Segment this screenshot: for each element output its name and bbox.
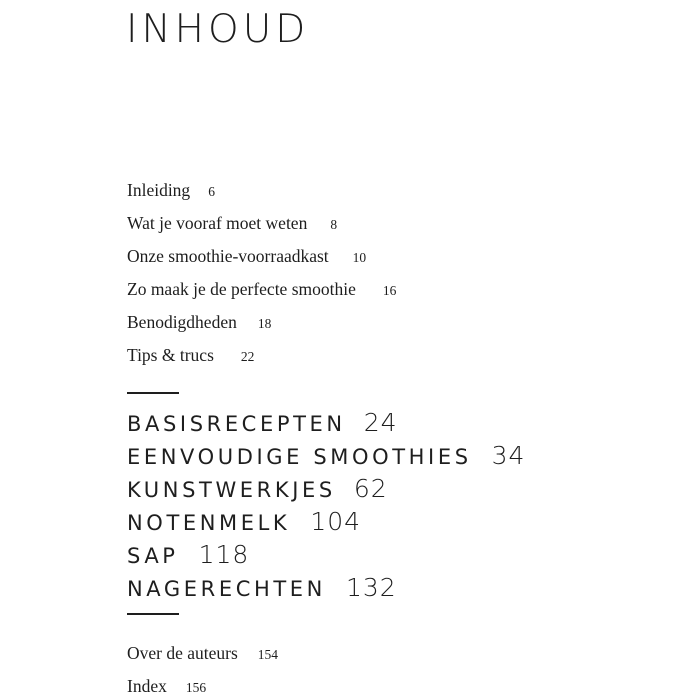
toc-entry-label: Wat je vooraf moet weten <box>127 213 308 233</box>
toc-chapter-page: 132 <box>345 573 397 602</box>
toc-entry-page: 18 <box>257 316 272 331</box>
toc-entry-page: 154 <box>257 647 279 662</box>
toc-chapter-label: BASISRECEPTEN <box>127 412 346 436</box>
toc-entry-label: Tips & trucs <box>127 345 214 365</box>
toc-entry-label: Index <box>127 676 167 696</box>
toc-chapter-page: 24 <box>363 408 398 437</box>
toc-chapter-label: NAGERECHTEN <box>127 577 326 601</box>
toc-entry-page: 6 <box>208 184 215 199</box>
toc-entry <box>127 645 278 663</box>
toc-entry-label: Over de auteurs <box>127 643 238 663</box>
toc-chapter <box>127 410 398 435</box>
toc-entry-page: 8 <box>330 217 338 232</box>
page-title: INHOUD <box>126 7 310 52</box>
toc-entry-label: Inleiding <box>127 180 191 200</box>
toc-entry <box>127 182 215 200</box>
toc-chapter <box>127 509 361 534</box>
toc-entry-page: 156 <box>185 680 207 695</box>
toc-entry-page: 16 <box>382 283 397 298</box>
toc-chapter <box>127 476 388 501</box>
toc-chapter-label: EENVOUDIGE SMOOTHIES <box>127 445 472 469</box>
toc-entry <box>127 215 337 233</box>
toc-entry <box>127 347 254 365</box>
toc-entry-label: Benodigdheden <box>127 312 237 332</box>
toc-chapter-label: NOTENMELK <box>127 511 291 535</box>
section-divider <box>127 613 179 615</box>
toc-chapter-page: 34 <box>491 441 526 470</box>
toc-chapter-label: SAP <box>127 544 179 568</box>
toc-chapter-page: 104 <box>310 507 362 536</box>
toc-entry-label: Onze smoothie-voorraadkast <box>127 246 329 266</box>
toc-entry-label: Zo maak je de perfecte smoothie <box>127 279 356 299</box>
toc-entry-page: 22 <box>240 349 255 364</box>
toc-chapter-page: 62 <box>353 474 388 503</box>
toc-entry <box>127 281 396 299</box>
toc-chapter-label: KUNSTWERKJES <box>127 478 336 502</box>
toc-entry <box>127 678 206 696</box>
toc-chapter <box>127 575 397 600</box>
section-divider <box>127 392 179 394</box>
toc-entry <box>127 314 271 332</box>
toc-chapter <box>127 443 525 468</box>
toc-entry <box>127 248 366 266</box>
toc-chapter <box>127 542 249 567</box>
toc-chapter-page: 118 <box>198 540 250 569</box>
toc-entry-page: 10 <box>352 250 367 265</box>
